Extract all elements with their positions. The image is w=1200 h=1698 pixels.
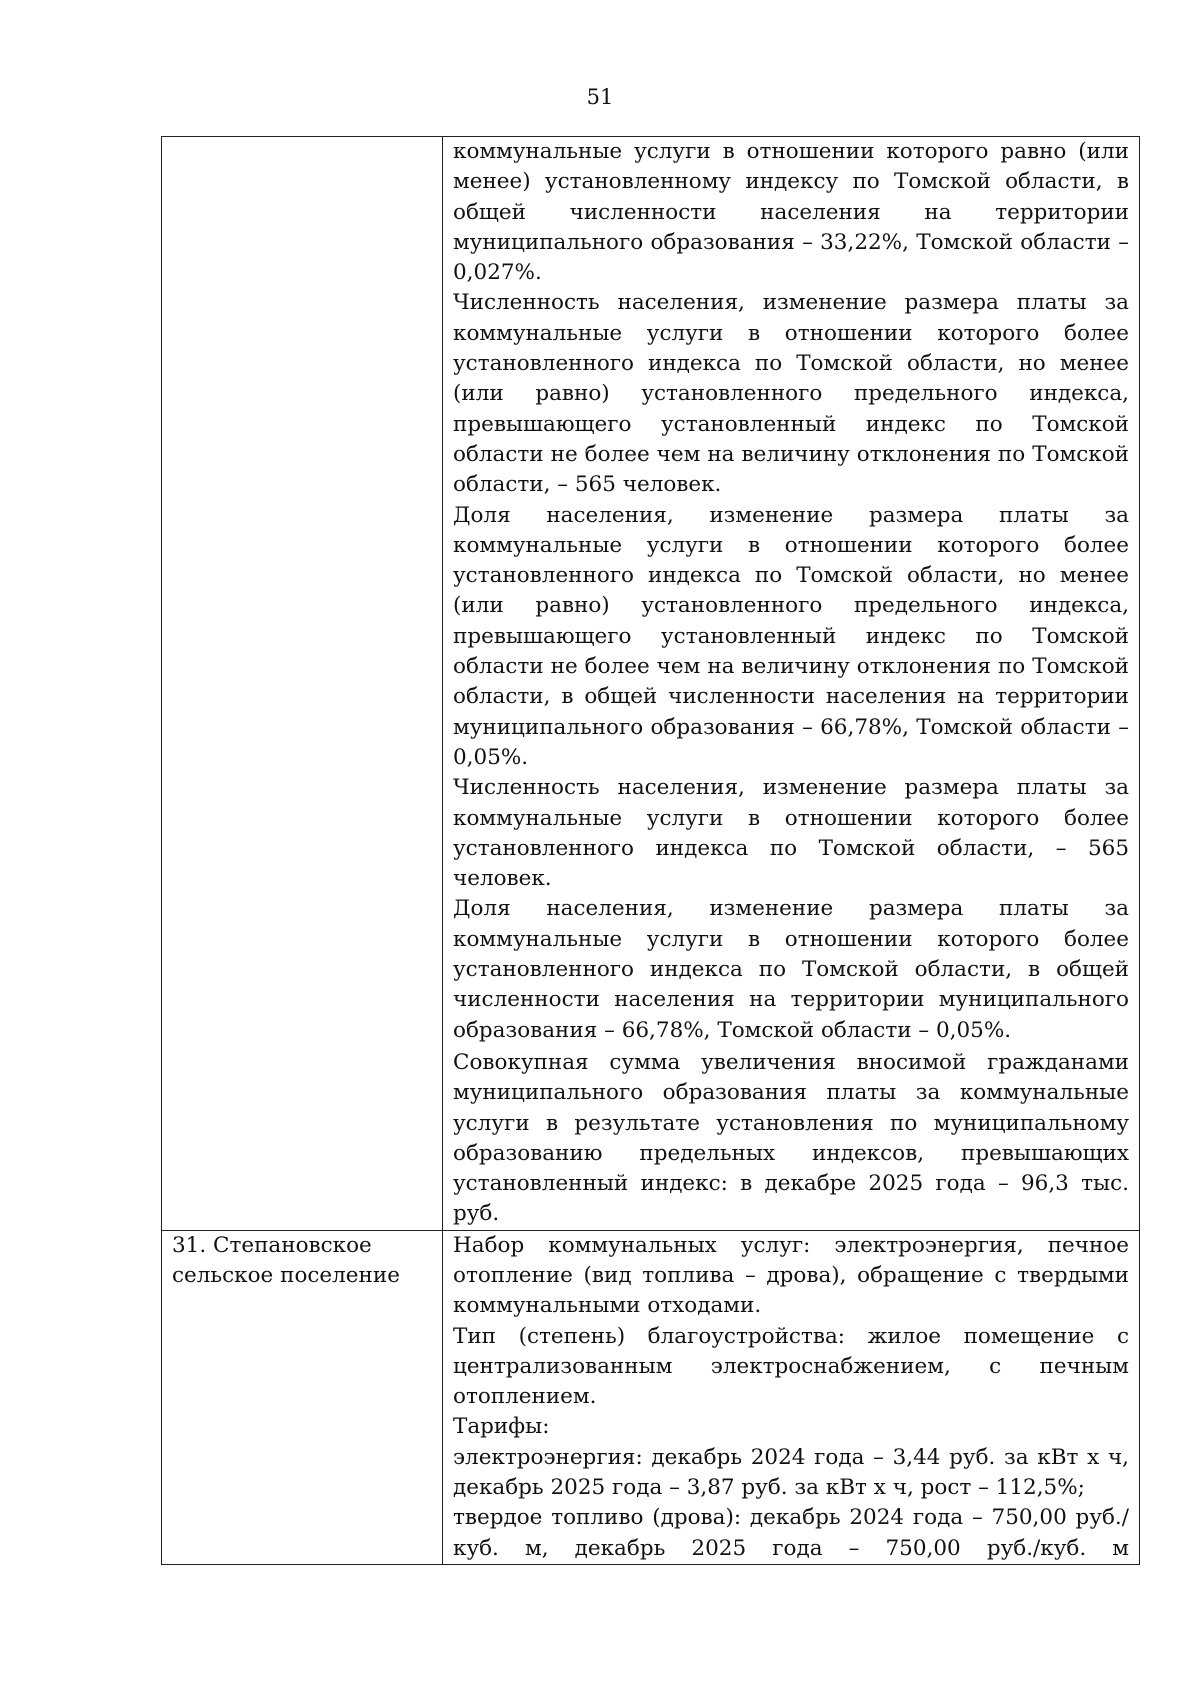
- paragraph-tariffs-heading: Тарифы:: [453, 1414, 550, 1440]
- paragraph-total-increase-sum: Совокупная сумма увеличения вносимой гражданами муниципального образования платы за коммунальные услуги в результате установления по муниципальному образованию предельных индексов, превышающих установленный индекс: в декабре 2025 года – 96,3 тыс. руб.: [453, 1049, 1129, 1227]
- paragraph-share-above-index: Доля населения, изменение размера платы за коммунальные услуги в отношении которого более установленного индекса по Томской области, но менее (или равно) установленного предельного индекса, превышающего установленный индекс по Томской области не более чем на величину отклонения по Томской области, в общей численности населения на территории муниципального образования – 66,78%, Томской области – 0,05%.: [453, 502, 1129, 770]
- paragraph-share-above-regional-index: Доля населения, изменение размера платы за коммунальные услуги в отношении которого более установленного индекса по Томской области, в общей численности населения на территории муниципального образования – 66,78%, Томской области – 0,05%.: [453, 896, 1129, 1043]
- paragraph-service-set: Набор коммунальных услуг: электроэнергия, печное отопление (вид топлива – дрова), обращение с твердыми коммунальными отходами.: [453, 1232, 1129, 1319]
- paragraph-electricity-tariff: электроэнергия: декабрь 2024 года – 3,44 руб. за кВт х ч, декабрь 2025 года – 3,87 руб. за кВт х ч, рост – 112,5%;: [453, 1444, 1129, 1501]
- paragraph-improvement-type: Тип (степень) благоустройства: жилое помещение с централизованным электроснабжением, с печным отоплением.: [453, 1323, 1129, 1410]
- municipal-tariff-table: [161, 136, 1140, 1565]
- paragraph-population-above-regional-index: Численность населения, изменение размера платы за коммунальные услуги в отношении которого более установленного индекса по Томской области, – 565 человек.: [453, 775, 1129, 892]
- description-cell: [443, 1230, 1140, 1564]
- paragraph-share-equal-index: коммунальные услуги в отношении которого равно (или менее) установленному индексу по Томской области, в общей численности населения на территории муниципального образования – 33,22%, Томской области – 0,027%.: [453, 139, 1129, 286]
- page-number: 51: [586, 85, 614, 109]
- municipality-name-cell: [162, 1230, 443, 1564]
- paragraph-firewood-tariff: твердое топливо (дрова): декабрь 2024 года – 750,00 руб./куб. м, декабрь 2025 года – 750,00 руб./куб. м: [453, 1505, 1129, 1561]
- table-row: [162, 137, 1140, 1231]
- description-cell: [443, 137, 1140, 1231]
- municipality-name-cell: [162, 137, 443, 1231]
- paragraph-population-above-index: Численность населения, изменение размера платы за коммунальные услуги в отношении которого более установленного индекса по Томской области, но менее (или равно) установленного предельного индекса, превышающего установленный индекс по Томской области не более чем на величину отклонения по Томской области, – 565 человек.: [453, 290, 1129, 498]
- municipality-name: 31. Степановское сельское поселение: [172, 1232, 400, 1288]
- table-row: [162, 1230, 1140, 1564]
